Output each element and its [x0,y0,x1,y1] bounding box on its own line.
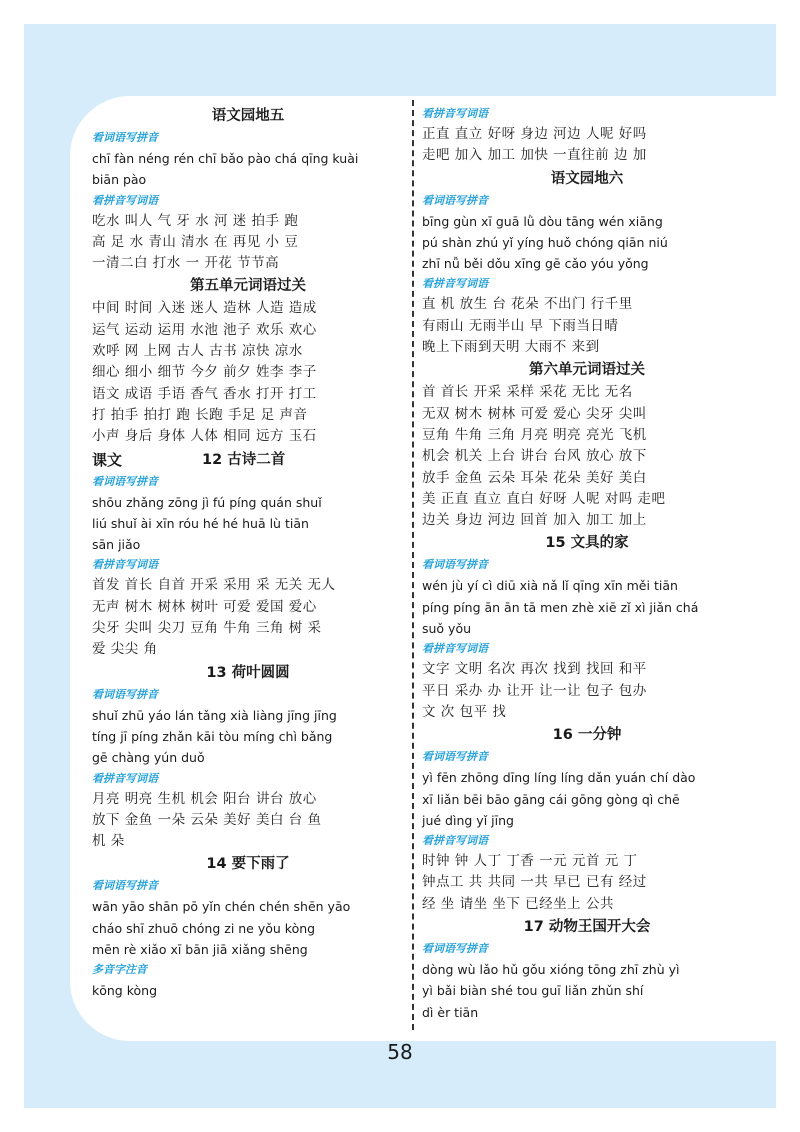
exercise-label: 看拼音写词语 [422,642,488,656]
section-title: 17 动物王国开大会 [523,919,651,936]
word-line: 爱 尖尖 角 [92,641,158,658]
word-line: 打 拍手 拍打 跑 长跑 手足 足 声音 [92,406,308,423]
section-title: 第五单元词语过关 [190,278,306,295]
pinyin-line: kōng kòng [92,983,158,999]
pinyin-line: tíng jī píng zhǎn kāi tòu míng chì bǎng [92,728,333,744]
word-line: 平日 采办 办 让开 让一让 包子 包办 [422,682,647,699]
pinyin-line: gē chàng yún duǒ [92,750,205,766]
word-line: 一清二白 打水 一 开花 节节高 [92,255,280,272]
word-line: 时钟 钟 人丁 丁香 一元 元首 元 丁 [422,853,638,870]
pinyin-line: jué dìng yǐ jīng [422,812,514,828]
pinyin-line: shuǐ zhū yáo lán tǎng xià liàng jīng jīng [92,707,337,723]
word-line: 直 机 放生 台 花朵 不出门 行千里 [422,296,633,313]
pinyin-line: mēn rè xiǎo xī bān jiā xiǎng shēng [92,942,308,958]
pinyin-line: cháo shī zhuō chóng zi ne yǒu kòng [92,920,316,936]
pinyin-line: sān jiǎo [92,537,141,553]
page-number: 58 [387,1040,413,1064]
pinyin-line: liú shuǐ ài xīn róu hé hé huā lù tiān [92,515,309,531]
pinyin-line: dòng wù lǎo hǔ gǒu xióng tōng zhī zhù yì [422,962,680,978]
word-line: 运气 运动 运用 水池 池子 欢乐 欢心 [92,321,317,338]
exercise-label: 看词语写拼音 [422,750,488,764]
exercise-label: 看词语写拼音 [92,879,158,893]
lesson-category-label: 课文 [92,450,123,469]
exercise-label: 看拼音写词语 [92,771,158,785]
exercise-label: 看词语写拼音 [92,131,158,144]
section-title: 16 一分钟 [552,727,622,744]
section-title: 13 荷叶圆圆 [206,664,290,681]
word-line: 机 朵 [92,833,125,850]
exercise-label: 看拼音写词语 [92,193,158,207]
word-line: 文字 文明 名次 再次 找到 找回 和平 [422,661,647,678]
pinyin-line: suǒ yǒu [422,621,472,637]
exercise-label: 看拼音写词语 [422,107,488,120]
pinyin-line: bīng gùn xī guā lǜ dòu tāng wén xiāng [422,213,663,229]
section-title: 语文园地六 [550,170,624,187]
exercise-label: 看拼音写词语 [92,558,158,572]
section-title: 第六单元词语过关 [529,362,645,379]
word-line: 首发 首长 自首 开采 采用 采 无关 无人 [92,577,336,594]
pinyin-line: píng píng ān ān tā men zhè xiē zǐ xì jiǎn chá [422,599,699,615]
word-line: 首 首长 开采 采样 采花 无比 无名 [422,384,633,401]
exercise-label: 看词语写拼音 [422,558,488,572]
word-line: 无声 树木 树林 树叶 可爱 爱国 爱心 [92,598,317,615]
word-line: 语文 成语 手语 香气 香水 打开 打工 [92,385,317,402]
exercise-label: 多音字注音 [92,963,147,977]
word-line: 月亮 明亮 生机 机会 阳台 讲台 放心 [92,790,317,807]
word-line: 尖牙 尖叫 尖刀 豆角 牛角 三角 树 采 [92,620,322,637]
section-title: 语文园地五 [211,108,285,124]
word-line: 高 足 水 青山 清水 在 再见 小 豆 [92,233,299,250]
pinyin-line: pú shàn zhú yǐ yíng huǒ chóng qiān niú [422,234,668,250]
pinyin-line: wén jù yí cì diū xià nǎ lǐ qīng xīn měi tiān [422,578,678,594]
word-line: 豆角 牛角 三角 月亮 明亮 亮光 飞机 [422,426,647,443]
pinyin-line: wān yāo shān pō yǐn chén chén shēn yāo [92,899,351,915]
exercise-label: 看词语写拼音 [422,942,488,956]
pinyin-line: chī fàn néng rén chī bǎo pào chá qīng kuài [92,151,359,166]
word-line: 文 次 包平 找 [422,703,507,720]
word-line: 欢呼 网 上网 古人 古书 凉快 凉水 [92,343,303,360]
word-line: 边关 身边 河边 回首 加入 加工 加上 [422,512,647,529]
pinyin-line: yì bǎi biàn shé tou guī liǎn zhǔn shí [422,983,644,999]
word-line: 无双 树木 树林 可爱 爱心 尖牙 尖叫 [422,405,647,422]
right-column [422,104,752,1023]
exercise-label: 看词语写拼音 [92,687,158,701]
word-line: 吃水 叫人 气 牙 水 河 迷 拍手 跑 [92,212,299,229]
word-line: 机会 机关 上台 讲台 台风 放心 放下 [422,448,647,465]
word-line: 美 正直 直立 直白 好呀 人呢 对吗 走吧 [422,490,666,507]
word-line: 有雨山 无雨半山 早 下雨当日晴 [422,317,619,334]
word-line: 放手 金鱼 云朵 耳朵 花朵 美好 美白 [422,469,647,486]
word-line: 细心 细小 细节 今夕 前夕 姓李 李子 [92,364,317,381]
left-column [92,104,404,1002]
pinyin-line: yì fēn zhōng dīng líng líng dǎn yuán chí dào [422,770,696,786]
pinyin-line: shōu zhǎng zōng jì fú píng quán shuǐ [92,494,322,510]
word-line: 正直 直立 好呀 身边 河边 人呢 好吗 [422,126,647,142]
pinyin-line: dì èr tiān [422,1004,479,1020]
pinyin-line: zhī nǚ běi dǒu xīng gē cǎo yóu yǒng [422,256,649,272]
exercise-label: 看词语写拼音 [92,474,158,488]
column-divider [412,100,414,1030]
word-line: 走吧 加入 加工 加快 一直往前 边 加 [422,147,647,164]
word-line: 小声 身后 身体 人体 相同 远方 玉石 [92,428,317,445]
word-line: 放下 金鱼 一朵 云朵 美好 美白 台 鱼 [92,811,322,828]
section-title: 14 要下雨了 [206,856,290,873]
exercise-label: 看拼音写词语 [422,834,488,848]
lesson-title: 12 古诗二首 [202,451,286,468]
exercise-label: 看拼音写词语 [422,277,488,291]
word-line: 中间 时间 入迷 迷人 造林 人造 造成 [92,300,317,317]
lesson-heading [92,448,404,472]
section-title: 15 文具的家 [545,535,629,552]
pinyin-line: biān pào [92,172,147,188]
exercise-label: 看词语写拼音 [422,193,488,207]
pinyin-line: xī liǎn bēi bāo gāng cái gōng gòng qì chē [422,791,680,807]
word-line: 晚上下雨到天明 大雨不 来到 [422,339,600,356]
word-line: 钟点工 共 共同 一共 早已 已有 经过 [422,874,647,891]
word-line: 经 坐 请坐 坐下 已经坐上 公共 [422,895,614,912]
